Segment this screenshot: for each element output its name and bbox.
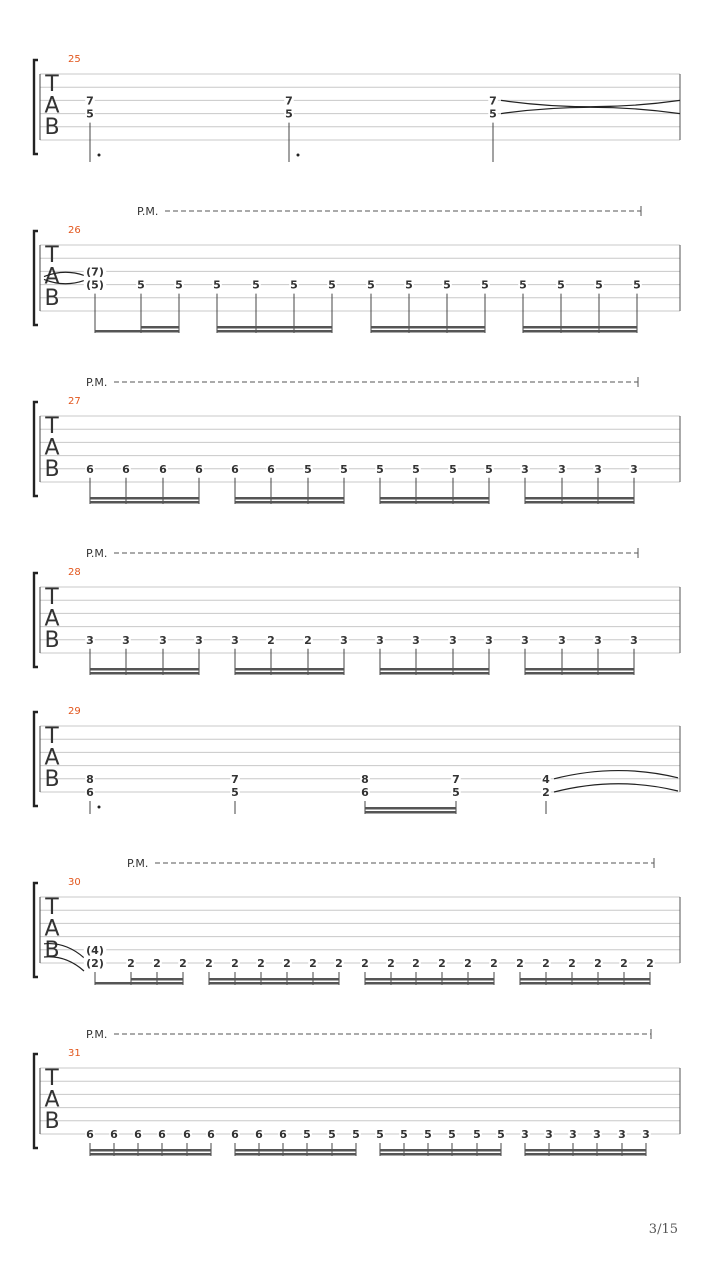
beam	[380, 497, 489, 500]
fret-number: 3	[593, 1128, 601, 1141]
beam	[525, 501, 634, 504]
fret-number: 6	[86, 786, 94, 799]
tab-clef-letter: T	[45, 414, 59, 439]
fret-number: 2	[387, 957, 395, 970]
beam	[95, 330, 179, 333]
fret-number: 5	[175, 278, 183, 292]
fret-number: 2	[127, 957, 135, 970]
beam	[523, 330, 637, 333]
fret-number: 6	[183, 1128, 191, 1141]
beam	[365, 982, 494, 985]
fret-number: 3	[231, 633, 239, 647]
fret-number: 3	[594, 462, 602, 476]
measure-number: 31	[68, 1048, 81, 1059]
beam	[380, 668, 489, 671]
beam	[90, 497, 199, 500]
fret-number: 5	[448, 1128, 456, 1141]
fret-number: 6	[134, 1128, 142, 1141]
beam	[90, 501, 199, 504]
tab-clef-letter: B	[44, 938, 60, 963]
fret-number: 5	[340, 462, 348, 476]
palm-mute-label: P.M.	[86, 1028, 108, 1041]
beam	[365, 978, 494, 981]
beam	[235, 497, 344, 500]
fret-number: 2	[568, 957, 576, 970]
tab-clef-letter: A	[44, 916, 60, 942]
beam	[235, 668, 344, 671]
fret-number: 5	[303, 1128, 311, 1141]
fret-number: 2	[361, 957, 369, 970]
fret-number: 5	[473, 1128, 481, 1141]
fret-number: 3	[86, 633, 94, 647]
fret-number: 5	[86, 107, 94, 121]
fret-number: 3	[195, 633, 203, 647]
palm-mute-label: P.M.	[86, 376, 108, 389]
fret-number: 6	[255, 1128, 263, 1141]
beam	[525, 497, 634, 500]
fret-number: 5	[252, 278, 260, 292]
tab-clef-letter: A	[44, 606, 60, 632]
tie-curve	[554, 771, 678, 779]
fret-number: 2	[542, 786, 550, 799]
fret-number: 2	[309, 957, 317, 970]
tab-clef-letter: B	[44, 1109, 60, 1134]
measure-number: 29	[68, 706, 81, 717]
fret-number: 5	[376, 1128, 384, 1141]
fret-number: 6	[231, 1128, 239, 1141]
fret-number: 5	[231, 786, 239, 799]
fret-number: 5	[285, 107, 293, 121]
beam	[520, 978, 650, 981]
beam	[90, 672, 199, 675]
tab-clef-letter: A	[44, 435, 60, 461]
beam	[525, 1153, 646, 1156]
beam	[235, 501, 344, 504]
tab-clef-letter: T	[45, 724, 59, 749]
fret-number: 3	[521, 462, 529, 476]
fret-number: 6	[231, 462, 239, 476]
tab-system	[34, 54, 680, 162]
fret-number: 6	[122, 462, 130, 476]
tab-clef-letter: B	[44, 628, 60, 653]
fret-number: 5	[557, 278, 565, 292]
fret-number: 6	[361, 786, 369, 799]
beam	[217, 326, 332, 329]
fret-number: 2	[542, 957, 550, 970]
fret-number: 3	[618, 1128, 626, 1141]
rhythm-dot	[98, 154, 101, 157]
tab-clef-letter: A	[44, 1087, 60, 1113]
fret-number: 6	[86, 1128, 94, 1141]
beam	[90, 1153, 211, 1156]
fret-number: 5	[595, 278, 603, 292]
fret-number: 2	[646, 957, 654, 970]
fret-number: 2	[179, 957, 187, 970]
tab-clef-letter: T	[45, 243, 59, 268]
tab-system	[34, 547, 680, 675]
tab-system	[34, 706, 680, 814]
fret-number: 3	[159, 633, 167, 647]
tab-system	[34, 857, 680, 985]
fret-number: 2	[283, 957, 291, 970]
fret-number: 2	[412, 957, 420, 970]
fret-number: 5	[328, 278, 336, 292]
fret-number: 3	[642, 1128, 650, 1141]
fret-number: 7	[489, 94, 497, 108]
tab-clef-letter: T	[45, 895, 59, 920]
fret-number: 3	[340, 633, 348, 647]
beam	[380, 1153, 501, 1156]
fret-number: 3	[449, 633, 457, 647]
fret-number: 6	[267, 462, 275, 476]
beam	[209, 978, 339, 981]
fret-number: (2)	[86, 957, 104, 970]
rhythm-dot	[98, 806, 101, 809]
tab-system	[34, 376, 680, 504]
fret-number: 6	[207, 1128, 215, 1141]
fret-number: 5	[405, 278, 413, 292]
beam	[235, 672, 344, 675]
fret-number: 7	[231, 772, 239, 786]
fret-number: 7	[86, 94, 94, 108]
beam	[380, 1149, 501, 1152]
fret-number: 5	[497, 1128, 505, 1141]
beam	[131, 978, 183, 981]
tab-clef-letter: B	[44, 286, 60, 311]
fret-number: (7)	[86, 265, 104, 279]
fret-number: 6	[158, 1128, 166, 1141]
beam	[525, 668, 634, 671]
fret-number: 5	[400, 1128, 408, 1141]
fret-number: 2	[205, 957, 213, 970]
beam	[371, 330, 485, 333]
fret-number: (4)	[86, 943, 104, 957]
fret-number: 3	[630, 462, 638, 476]
fret-number: 3	[594, 633, 602, 647]
tab-clef-letter: T	[45, 585, 59, 610]
system-bracket	[34, 402, 38, 496]
fret-number: 5	[304, 462, 312, 476]
fret-number: 5	[290, 278, 298, 292]
fret-number: 2	[438, 957, 446, 970]
fret-number: 2	[620, 957, 628, 970]
fret-number: 5	[449, 462, 457, 476]
beam	[520, 982, 650, 985]
fret-number: 3	[521, 1128, 529, 1141]
beam	[380, 672, 489, 675]
fret-number: 5	[213, 278, 221, 292]
palm-mute-label: P.M.	[127, 857, 149, 870]
measure-number: 26	[68, 225, 81, 236]
measure-number: 27	[68, 396, 81, 407]
beam	[235, 1153, 356, 1156]
fret-number: 3	[485, 633, 493, 647]
tab-clef-letter: B	[44, 767, 60, 792]
fret-number: (5)	[86, 278, 104, 292]
tab-clef-letter: T	[45, 1066, 59, 1091]
tie-curve	[501, 107, 680, 113]
fret-number: 5	[352, 1128, 360, 1141]
tab-clef-letter: A	[44, 264, 60, 290]
fret-number: 3	[558, 633, 566, 647]
palm-mute-label: P.M.	[137, 205, 159, 218]
beam	[217, 330, 332, 333]
fret-number: 5	[424, 1128, 432, 1141]
rhythm-dot	[297, 154, 300, 157]
fret-number: 5	[328, 1128, 336, 1141]
beam	[90, 1149, 211, 1152]
measure-number: 30	[68, 877, 81, 888]
system-bracket	[34, 60, 38, 154]
fret-number: 2	[335, 957, 343, 970]
beam	[525, 1149, 646, 1152]
fret-number: 2	[594, 957, 602, 970]
fret-number: 3	[521, 633, 529, 647]
beam	[209, 982, 339, 985]
fret-number: 7	[285, 94, 293, 108]
tab-clef-letter: T	[45, 72, 59, 97]
beam	[141, 326, 179, 329]
fret-number: 2	[464, 957, 472, 970]
fret-number: 3	[122, 633, 130, 647]
fret-number: 5	[376, 462, 384, 476]
fret-number: 2	[257, 957, 265, 970]
tab-clef-letter: A	[44, 93, 60, 119]
beam	[235, 1149, 356, 1152]
fret-number: 6	[159, 462, 167, 476]
fret-number: 6	[110, 1128, 118, 1141]
fret-number: 2	[516, 957, 524, 970]
measure-number: 25	[68, 54, 81, 65]
fret-number: 3	[569, 1128, 577, 1141]
fret-number: 5	[412, 462, 420, 476]
fret-number: 5	[489, 107, 497, 121]
beam	[523, 326, 637, 329]
tab-clef-letter: B	[44, 457, 60, 482]
beam	[525, 672, 634, 675]
tab-clef-letter: A	[44, 745, 60, 771]
fret-number: 3	[412, 633, 420, 647]
tie-curve	[554, 784, 678, 792]
fret-number: 5	[137, 278, 145, 292]
beam	[380, 501, 489, 504]
system-bracket	[34, 883, 38, 977]
system-bracket	[34, 712, 38, 806]
fret-number: 7	[452, 772, 460, 786]
fret-number: 4	[542, 772, 550, 786]
fret-number: 8	[86, 772, 94, 786]
fret-number: 5	[481, 278, 489, 292]
system-bracket	[34, 1054, 38, 1148]
fret-number: 5	[485, 462, 493, 476]
tab-system	[34, 205, 680, 333]
fret-number: 8	[361, 772, 369, 786]
tab-clef-letter: B	[44, 115, 60, 140]
fret-number: 5	[633, 278, 641, 292]
system-bracket	[34, 231, 38, 325]
fret-number: 5	[519, 278, 527, 292]
beam	[365, 811, 456, 814]
fret-number: 3	[545, 1128, 553, 1141]
beam	[90, 668, 199, 671]
tie-curve	[501, 100, 680, 106]
fret-number: 6	[86, 462, 94, 476]
fret-number: 6	[279, 1128, 287, 1141]
fret-number: 2	[490, 957, 498, 970]
tab-system	[34, 1028, 680, 1156]
fret-number: 5	[452, 786, 460, 799]
fret-number: 3	[630, 633, 638, 647]
page-number: 3/15	[648, 1222, 678, 1237]
fret-number: 2	[304, 633, 312, 647]
fret-number: 3	[376, 633, 384, 647]
fret-number: 6	[195, 462, 203, 476]
palm-mute-label: P.M.	[86, 547, 108, 560]
fret-number: 2	[153, 957, 161, 970]
beam	[371, 326, 485, 329]
fret-number: 2	[267, 633, 275, 647]
measure-number: 28	[68, 567, 81, 578]
fret-number: 5	[443, 278, 451, 292]
fret-number: 2	[231, 957, 239, 970]
beam	[95, 982, 183, 985]
fret-number: 5	[367, 278, 375, 292]
system-bracket	[34, 573, 38, 667]
fret-number: 3	[558, 462, 566, 476]
beam	[365, 807, 456, 810]
